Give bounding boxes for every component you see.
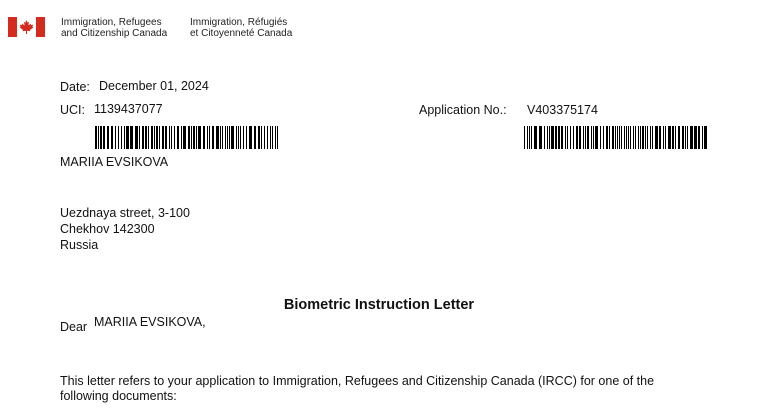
paragraph-line-2: following documents: xyxy=(60,389,177,403)
application-number-value: V403375174 xyxy=(527,103,598,117)
date-value: December 01, 2024 xyxy=(99,79,209,93)
application-barcode xyxy=(524,126,709,149)
department-fr-line1: Immigration, Réfugiés xyxy=(190,17,288,28)
uci-label: UCI: xyxy=(60,103,85,117)
canada-flag-icon xyxy=(8,17,45,37)
salutation-name: MARIIA EVSIKOVA, xyxy=(94,315,206,329)
uci-barcode xyxy=(95,126,278,149)
address-line-1: Uezdnaya street, 3-100 xyxy=(60,206,190,220)
department-fr-line2: et Citoyenneté Canada xyxy=(190,28,293,39)
department-name-french xyxy=(190,17,292,39)
address-line-3: Russia xyxy=(60,238,99,252)
department-name-english xyxy=(61,17,167,39)
recipient-name: MARIIA EVSIKOVA xyxy=(60,155,169,169)
department-en-line1: Immigration, Refugees xyxy=(61,17,162,28)
paragraph-line-1: This letter refers to your application to Immigration, Refugees and Citizenship Canada (IRCC) for one of the xyxy=(60,374,655,388)
salutation-word: Dear xyxy=(60,320,88,334)
date-label: Date: xyxy=(60,80,90,94)
department-en-line2: and Citizenship Canada xyxy=(61,28,168,39)
letter-title: Biometric Instruction Letter xyxy=(283,297,475,313)
barcode-space xyxy=(707,126,709,149)
uci-value: 1139437077 xyxy=(94,102,163,116)
application-number-label: Application No.: xyxy=(419,103,507,117)
address-line-2: Chekhov 142300 xyxy=(60,222,155,236)
barcode-bar xyxy=(277,126,278,149)
